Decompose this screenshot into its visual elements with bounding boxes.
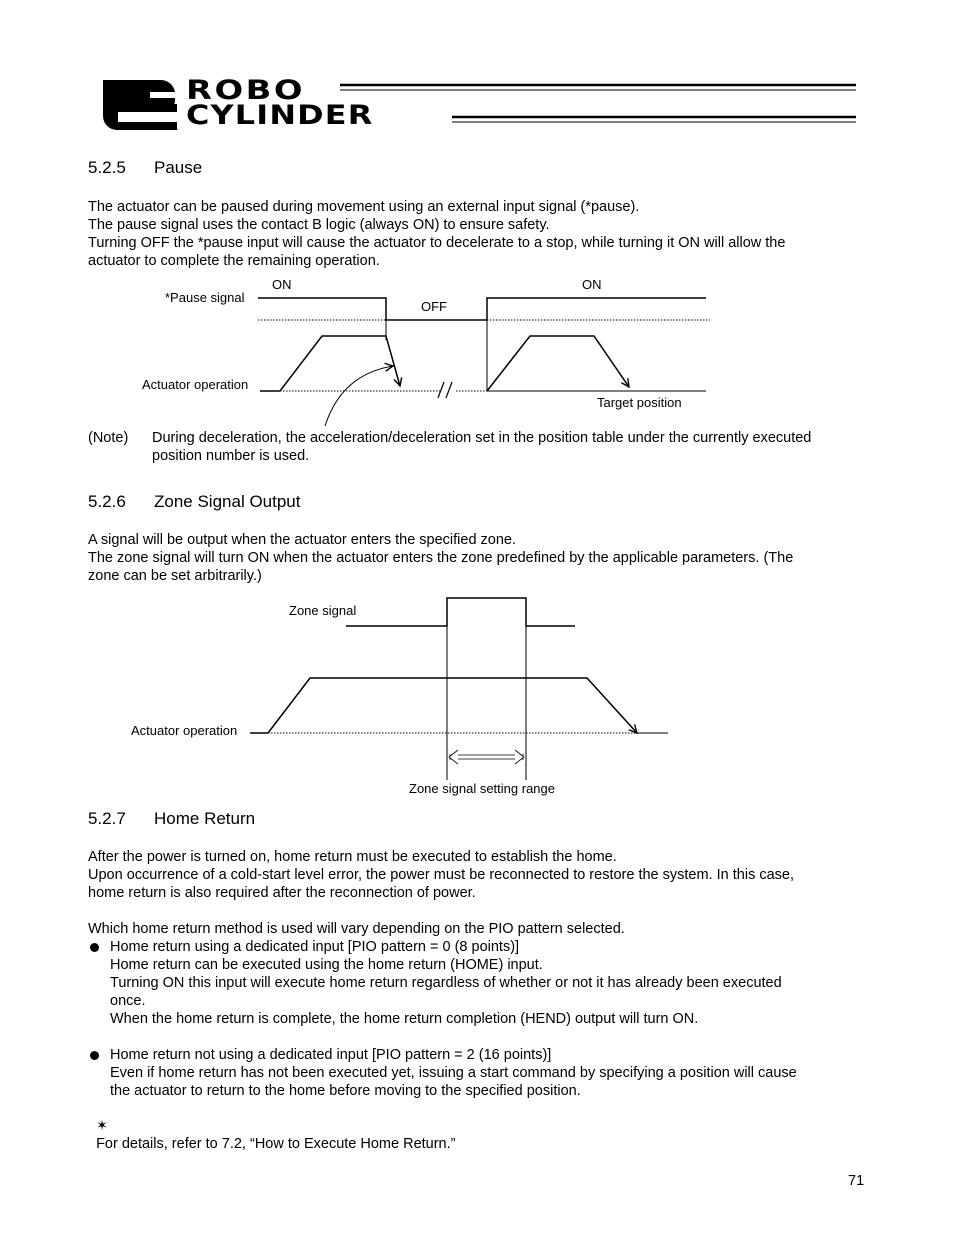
pause-line-1: The actuator can be paused during movement using an external input signal (*pause).: [88, 199, 640, 215]
pause-signal-waveform: [258, 298, 706, 320]
reference-note-text: For details, refer to 7.2, “How to Execute Home Return.”: [96, 1136, 456, 1152]
zone-line-3: zone can be set arbitrarily.): [88, 568, 262, 584]
label-target-position: Target position: [597, 395, 682, 410]
logo-text-cylinder: CYLINDER: [186, 100, 374, 131]
star-icon: ✶: [96, 1118, 108, 1134]
section-number: 5.2.5: [88, 158, 126, 177]
zone-line-1: A signal will be output when the actuator enters the specified zone.: [88, 532, 517, 548]
section-title: Zone Signal Output: [154, 492, 301, 511]
section-number: 5.2.7: [88, 809, 126, 828]
label-actuator-operation: Actuator operation: [142, 377, 249, 392]
section-title: Pause: [154, 158, 203, 177]
logo-text-robo: ROBO: [186, 75, 306, 106]
home-line-2: Upon occurrence of a cold-start level error, the power must be reconnected to restore the system. In this case,: [88, 867, 795, 883]
zone-actuator-profile: [268, 678, 637, 733]
pause-line-3: Turning OFF the *pause input will cause the actuator to decelerate to a stop, while turning it ON will allow the: [88, 235, 786, 251]
page-number: 71: [848, 1173, 865, 1189]
section-heading-home: [88, 809, 255, 829]
section-title: Home Return: [154, 809, 256, 828]
label-on-right: ON: [582, 277, 602, 292]
actuator-profile-right: [487, 336, 629, 391]
pause-line-4: actuator to complete the remaining operation.: [88, 253, 380, 269]
actuator-profile-left: [280, 336, 400, 391]
home-method-line: Which home return method is used will vary depending on the PIO pattern selected.: [88, 921, 625, 937]
label-zone-actuator-operation: Actuator operation: [131, 723, 238, 738]
label-off: OFF: [421, 299, 447, 314]
section-number: 5.2.6: [88, 492, 126, 511]
label-zone-setting-range: Zone signal setting range: [409, 781, 555, 796]
home-line-3: home return is also required after the reconnection of power.: [88, 885, 476, 901]
section-heading-pause: [88, 158, 202, 178]
label-pause-signal: *Pause signal: [165, 290, 245, 305]
home-line-1: After the power is turned on, home return must be executed to establish the home.: [88, 849, 617, 865]
section-heading-zone: [88, 492, 300, 512]
pause-line-2: The pause signal uses the contact B logic (always ON) to ensure safety.: [88, 217, 550, 233]
note-pointer-arrow: [325, 366, 393, 426]
bullet-dot-icon: [90, 943, 99, 952]
logo-graphic: [0, 0, 954, 140]
reference-note: [88, 1099, 455, 1153]
zone-signal-waveform: [346, 598, 575, 626]
label-on-left: ON: [272, 277, 292, 292]
label-zone-signal: Zone signal: [289, 603, 357, 618]
note-line-2: position number is used.: [152, 448, 310, 464]
bullet-dot-icon: [90, 1051, 99, 1060]
note-line-1: During deceleration, the acceleration/deceleration set in the position table under the currently executed: [152, 430, 812, 446]
note-label: (Note): [88, 430, 129, 446]
zone-line-2: The zone signal will turn ON when the actuator enters the zone predefined by the applicable parameters. (The: [88, 550, 794, 566]
